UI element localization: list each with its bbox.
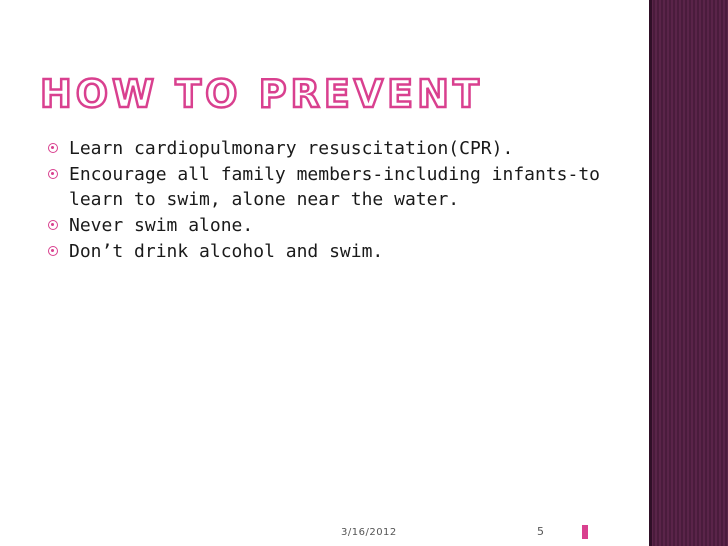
bullet-text: Learn cardiopulmonary resuscitation(CPR). [69,138,514,159]
bullet-text: Don’t drink alcohol and swim. [69,241,384,262]
circle-dot-icon [48,220,58,230]
list-item [46,239,606,264]
list-item [46,213,606,238]
decorative-side-panel [649,0,728,546]
bullet-text: Encourage all family members-including infants-to learn to swim, alone near the water. [69,164,601,210]
page-marker [582,525,588,539]
bullet-list [46,136,606,265]
bullet-text: Never swim alone. [69,215,254,236]
slide-title: HOW TO PREVENT [40,72,483,116]
footer-date: 3/16/2012 [341,527,397,538]
page-number: 5 [537,525,544,538]
circle-dot-icon [48,143,58,153]
list-item [46,136,606,161]
circle-dot-icon [48,246,58,256]
side-panel-edge [649,0,652,546]
list-item [46,162,606,212]
circle-dot-icon [48,169,58,179]
